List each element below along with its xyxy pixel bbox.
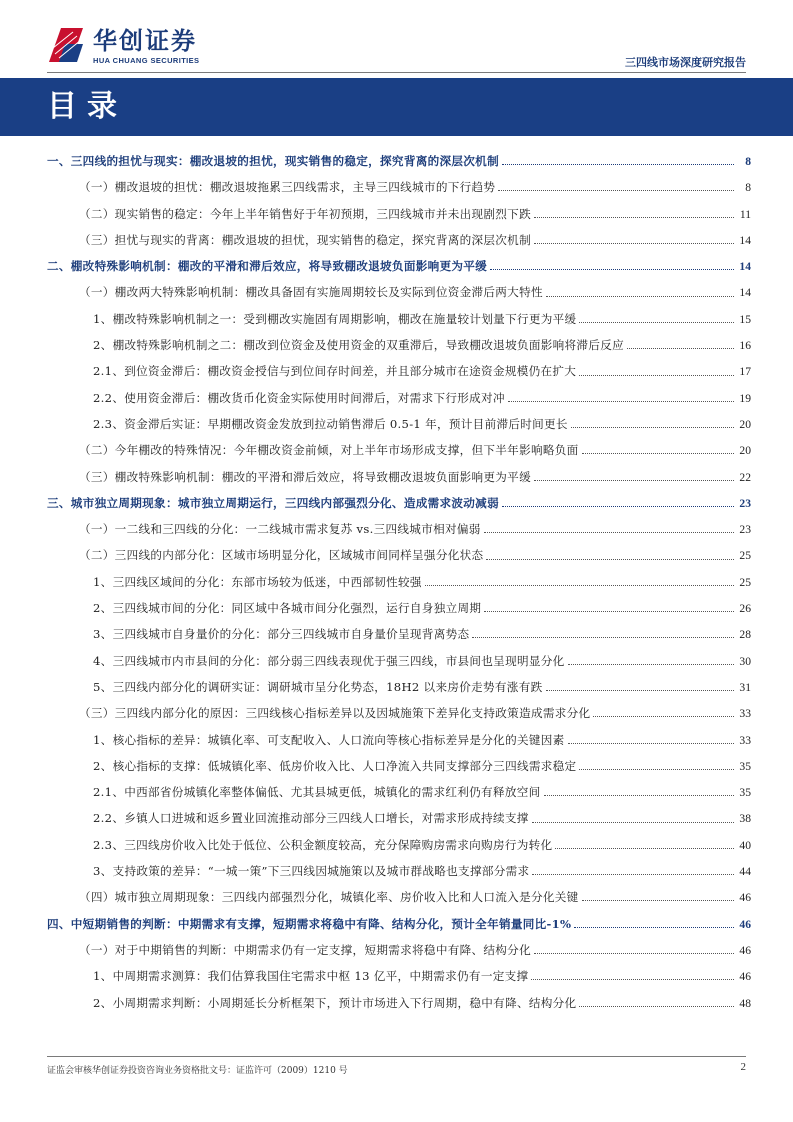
toc-entry[interactable] [47,174,751,200]
toc-entry-title: 1、三四线区域间的分化：东部市场较为低迷，中西部韧性较强 [93,574,422,589]
toc-leader-dots [484,610,734,612]
toc-leader-dots [534,216,734,218]
toc-leader-dots [582,452,734,454]
toc-entry[interactable] [47,201,751,227]
toc-entry-page: 20 [739,444,751,458]
toc-leader-dots [546,689,735,691]
toc-entry-title: 1、棚改特殊影响机制之一：受到棚改实施固有周期影响，棚改在施量较计划量下行更为平缓 [93,311,577,326]
toc-entry-title: （一）棚改两大特殊影响机制：棚改具备固有实施周期较长及实际到位资金滞后两大特性 [79,285,543,300]
table-of-contents [47,148,751,1016]
toc-entry-title: （二）今年棚改的特殊情况：今年棚改资金前倾，对上半年市场形成支撑，但下半年影响略负面 [79,443,579,458]
toc-entry-page: 31 [739,680,751,694]
toc-entry-title: （一）对于中期销售的判断：中期需求仍有一定支撑，短期需求将稳中有降、结构分化 [79,942,531,957]
toc-entry-page: 26 [739,602,751,616]
toc-entry-page: 23 [739,496,751,510]
toc-leader-dots [502,505,734,507]
toc-entry[interactable] [47,542,751,568]
toc-entry-page: 17 [739,365,751,379]
toc-entry-title: 2.1、到位资金滞后：棚改资金授信与到位间存时间差，并且部分城市在途资金规模仍在扩大 [93,364,577,379]
toc-entry[interactable] [47,516,751,542]
toc-entry-title: （二）现实销售的稳定：今年上半年销售好于年初预期，三四线城市并未出现剧烈下跌 [79,206,531,221]
toc-leader-dots [555,847,734,849]
toc-entry[interactable] [47,832,751,858]
toc-leader-dots [574,926,734,928]
toc-leader-dots [472,636,734,638]
toc-entry[interactable] [47,700,751,726]
toc-leader-dots [490,268,734,270]
toc-entry[interactable] [47,753,751,779]
toc-entry-page: 46 [739,891,751,905]
toc-entry-page: 14 [739,286,751,300]
toc-entry-title: 2、小周期需求判断：小周期延长分析框架下，预计市场进入下行周期，稳中有降、结构分化 [93,995,577,1010]
toc-entry[interactable] [47,464,751,490]
toc-entry-title: 3、支持政策的差异：“一城一策”下三四线因城施策以及城市群战略也支撑部分需求 [93,864,530,879]
toc-entry[interactable] [47,779,751,805]
page-header [0,0,793,80]
toc-entry-page: 16 [739,339,751,353]
toc-entry-title: 2、核心指标的支撑：低城镇化率、低房价收入比、人口净流入共同支撑部分三四线需求稳定 [93,758,577,773]
toc-entry-page: 22 [739,470,751,484]
toc-leader-dots [498,189,734,191]
toc-entry-page: 23 [739,523,751,537]
toc-leader-dots [425,584,734,586]
toc-leader-dots [546,295,734,297]
toc-entry-title: （三）三四线内部分化的原因：三四线核心指标差异以及因城施策下差异化支持政策造成需求分化 [79,706,591,721]
toc-entry-title: （一）一二线和三四线的分化：一二线城市需求复苏 vs.三四线城市相对偏弱 [79,522,481,537]
license-statement: 证监会审核华创证券投资咨询业务资格批文号：证监许可（2009）1210 号 [47,1066,348,1076]
toc-entry[interactable] [47,621,751,647]
toc-entry-page: 35 [739,786,751,800]
toc-leader-dots [544,794,734,796]
toc-entry[interactable] [47,569,751,595]
toc-entry[interactable] [47,805,751,831]
toc-entry-title: 2.3、资金滞后实证：早期棚改资金发放到拉动销售滞后 0.5-1 年，预计目前滞后时间更长 [93,416,568,431]
report-title: 三四线市场深度研究报告 [625,56,746,69]
toc-entry-title: 一、三四线的担忧与现实：棚改退坡的担忧，现实销售的稳定，探究背离的深层次机制 [47,154,499,168]
toc-entry[interactable] [47,253,751,279]
toc-entry-title: 2.1、中西部省份城镇化率整体偏低、尤其县城更低，城镇化的需求红利仍有释放空间 [93,785,541,800]
toc-entry-page: 8 [745,155,751,168]
toc-entry[interactable] [47,332,751,358]
toc-entry-title: （三）担忧与现实的背离：棚改退坡的担忧，现实销售的稳定，探究背离的深层次机制 [79,232,531,247]
toc-entry[interactable] [47,911,751,937]
toc-entry-page: 35 [739,759,751,773]
toc-leader-dots [486,558,734,560]
toc-entry[interactable] [47,306,751,332]
toc-entry-title: 2.3、三四线房价收入比处于低位、公积金额度较高，充分保障购房需求向购房行为转化 [93,837,553,852]
toc-leader-dots [534,242,734,244]
toc-entry-page: 46 [739,943,751,957]
brand-name-cn: 华创证券 [93,27,197,55]
toc-entry-title: 三、城市独立周期现象：城市独立周期运行，三四线内部强烈分化、造成需求波动减弱 [47,495,499,510]
toc-entry-page: 30 [739,654,751,668]
toc-entry-title: 3、三四线城市自身量价的分化：部分三四线城市自身量价呈现背离势态 [93,627,470,642]
toc-entry-title: 4、三四线城市内市县间的分化：部分弱三四线表现优于强三四线，市县间也呈现明显分化 [93,653,565,668]
toc-leader-dots [531,978,734,980]
toc-entry[interactable] [47,648,751,674]
toc-entry-title: （一）棚改退坡的担忧：棚改退坡拖累三四线需求，主导三四线城市的下行趋势 [79,180,496,195]
toc-entry[interactable] [47,990,751,1016]
toc-leader-dots [571,426,734,428]
toc-entry[interactable] [47,279,751,305]
toc-entry-title: 1、核心指标的差异：城镇化率、可支配收入、人口流向等核心指标差异是分化的关键因素 [93,732,565,747]
toc-entry[interactable] [47,937,751,963]
toc-entry-page: 44 [739,865,751,879]
toc-leader-dots [534,479,734,481]
toc-entry[interactable] [47,858,751,884]
toc-entry-page: 48 [739,996,751,1010]
toc-entry-page: 28 [739,628,751,642]
toc-leader-dots [532,821,734,823]
page-number: 2 [740,1061,746,1073]
toc-entry-title: 2、棚改特殊影响机制之二：棚改到位资金及使用资金的双重滞后，导致棚改退坡负面影响将滞后反应 [93,338,625,353]
toc-entry-page: 19 [739,391,751,405]
toc-entry-page: 40 [739,838,751,852]
toc-entry-title: 2.2、使用资金滞后：棚改货币化资金实际使用时间滞后，对需求下行形成对冲 [93,390,505,405]
toc-entry[interactable] [47,385,751,411]
toc-entry-page: 25 [739,575,751,589]
toc-leader-dots [484,531,734,533]
toc-leader-dots [579,768,734,770]
toc-entry-page: 38 [739,812,751,826]
toc-entry[interactable] [47,358,751,384]
toc-leader-dots [593,715,734,717]
toc-entry[interactable] [47,490,751,516]
toc-entry-page: 25 [739,549,751,563]
company-logo [47,26,247,70]
toc-entry[interactable] [47,411,751,437]
toc-entry-page: 14 [739,260,751,274]
toc-entry-title: （四）城市独立周期现象：三四线内部强烈分化，城镇化率、房价收入比和人口流入是分化关键 [79,890,579,905]
header-divider [47,72,746,73]
toc-entry-title: 5、三四线内部分化的调研实证：调研城市呈分化势态，18H2 以来房价走势有涨有跌 [93,679,543,694]
toc-leader-dots [579,374,734,376]
toc-entry[interactable] [47,148,751,174]
toc-entry-title: （三）棚改特殊影响机制：棚改的平滑和滞后效应，将导致棚改退坡负面影响更为平缓 [79,469,531,484]
toc-entry-page: 11 [739,207,751,221]
toc-entry-page: 15 [739,312,751,326]
toc-leader-dots [502,163,734,165]
toc-leader-dots [627,347,734,349]
toc-leader-dots [568,742,734,744]
toc-entry-page: 33 [739,733,751,747]
toc-entry[interactable] [47,884,751,910]
toc-heading: 目录 [47,89,127,124]
toc-leader-dots [508,400,734,402]
toc-leader-dots [568,663,734,665]
toc-banner [0,78,793,136]
toc-entry-page: 8 [745,181,751,195]
toc-leader-dots [579,321,734,323]
toc-entry-title: 四、中短期销售的判断：中期需求有支撑，短期需求将稳中有降、结构分化，预计全年销量同比-1% [47,916,572,931]
toc-leader-dots [534,952,734,954]
toc-entry-title: 1、中周期需求测算：我们估算我国住宅需求中枢 13 亿平，中期需求仍有一定支撑 [93,969,529,984]
footer-divider [47,1056,746,1057]
toc-entry-page: 46 [739,917,751,931]
toc-entry-page: 14 [739,233,751,247]
toc-leader-dots [579,1005,734,1007]
toc-entry[interactable] [47,674,751,700]
toc-entry-page: 46 [739,970,751,984]
toc-entry-page: 20 [739,417,751,431]
toc-entry[interactable] [47,595,751,621]
toc-entry-title: （二）三四线的内部分化：区域市场明显分化，区域城市间同样呈强分化状态 [79,548,484,563]
toc-entry[interactable] [47,963,751,989]
toc-entry[interactable] [47,227,751,253]
logo-mark-icon [47,26,85,64]
toc-leader-dots [532,873,734,875]
brand-name-en: HUA CHUANG SECURITIES [93,56,200,65]
toc-leader-dots [582,899,734,901]
toc-entry-title: 2.2、乡镇人口进城和返乡置业回流推动部分三四线人口增长，对需求形成持续支撑 [93,811,529,826]
toc-entry[interactable] [47,727,751,753]
toc-entry-title: 2、三四线城市间的分化：同区域中各城市间分化强烈，运行自身独立周期 [93,601,482,616]
toc-entry-page: 33 [739,707,751,721]
toc-entry[interactable] [47,437,751,463]
toc-entry-title: 二、棚改特殊影响机制：棚改的平滑和滞后效应，将导致棚改退坡负面影响更为平缓 [47,259,488,274]
